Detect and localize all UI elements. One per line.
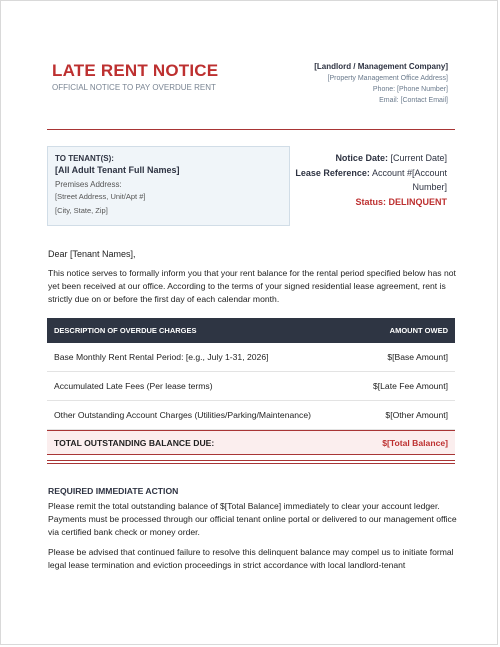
charge-description: Accumulated Late Fees (Per lease terms) xyxy=(54,381,213,391)
status-badge: Status: DELINQUENT xyxy=(355,197,447,207)
col-amount: AMOUNT OWED xyxy=(389,326,448,335)
premises-label: Premises Address: xyxy=(55,180,122,189)
greeting: Dear [Tenant Names], xyxy=(48,249,136,259)
lease-reference-label: Lease Reference: xyxy=(295,168,370,178)
charge-description: Other Outstanding Account Charges (Utilities/Parking/Maintenance) xyxy=(54,410,311,420)
total-row xyxy=(47,430,455,455)
company-block xyxy=(314,62,448,106)
total-amount: $[Total Balance] xyxy=(382,437,448,448)
notice-meta xyxy=(287,151,447,210)
col-description: DESCRIPTION OF OVERDUE CHARGES xyxy=(54,326,197,335)
tenant-box xyxy=(47,146,290,226)
notice-title: LATE RENT NOTICE xyxy=(52,61,219,80)
action-paragraph-2: Please be advised that continued failure to resolve this delinquent balance may compel us to initiate formal legal lease termination and eviction proceedings in strict accordance with local landlord-tenant xyxy=(48,547,454,570)
premises-street: [Street Address, Unit/Apt #] xyxy=(55,192,146,201)
company-email: Email: [Contact Email] xyxy=(379,97,448,104)
notice-subtitle: OFFICIAL NOTICE TO PAY OVERDUE RENT xyxy=(52,83,216,92)
charge-description: Base Monthly Rent Rental Period: [e.g., July 1-31, 2026] xyxy=(54,352,269,362)
company-phone: Phone: [Phone Number] xyxy=(372,86,448,93)
charge-amount: $[Late Fee Amount] xyxy=(372,381,448,391)
charge-amount: $[Other Amount] xyxy=(385,410,448,420)
charges-table xyxy=(47,318,455,455)
tenant-names: [All Adult Tenant Full Names] xyxy=(55,165,180,175)
intro-paragraph: This notice serves to formally inform you that your rent balance for the rental period specified below has not yet been received at our office. According to the terms of your signed residential lease agreement, rent is strictly due on or before the first day of each calendar month. xyxy=(48,268,456,304)
action-title: REQUIRED IMMEDIATE ACTION xyxy=(48,486,179,496)
action-paragraph-1: Please remit the total outstanding balance of $[Total Balance] immediately to clear your account ledger. Payments must be processed through our official tenant online portal or delivered to our management office via certified bank check or money order. xyxy=(48,501,457,537)
notice-date-label: Notice Date: xyxy=(335,153,388,163)
table-row xyxy=(47,401,455,430)
table-row xyxy=(47,372,455,401)
premises-city: [City, State, Zip] xyxy=(55,206,108,215)
lease-reference xyxy=(287,166,447,194)
table-row xyxy=(47,343,455,372)
company-address: [Property Management Office Address] xyxy=(327,75,448,82)
lease-reference-value: Account #[Account xyxy=(371,168,447,178)
charge-amount: $[Base Amount] xyxy=(387,352,448,362)
company-name: [Landlord / Management Company] xyxy=(314,62,448,71)
charges-table-header xyxy=(47,318,455,343)
table-bottom-rule-1 xyxy=(47,460,455,461)
tenant-label: TO TENANT(S): xyxy=(55,154,114,163)
notice-date-value: [Current Date] xyxy=(390,153,447,163)
table-bottom-rule-2 xyxy=(47,463,455,464)
notice-date xyxy=(287,151,447,165)
total-label: TOTAL OUTSTANDING BALANCE DUE: xyxy=(54,437,215,448)
lease-reference-value-cont: Number] xyxy=(412,182,447,192)
header-divider xyxy=(47,129,455,130)
